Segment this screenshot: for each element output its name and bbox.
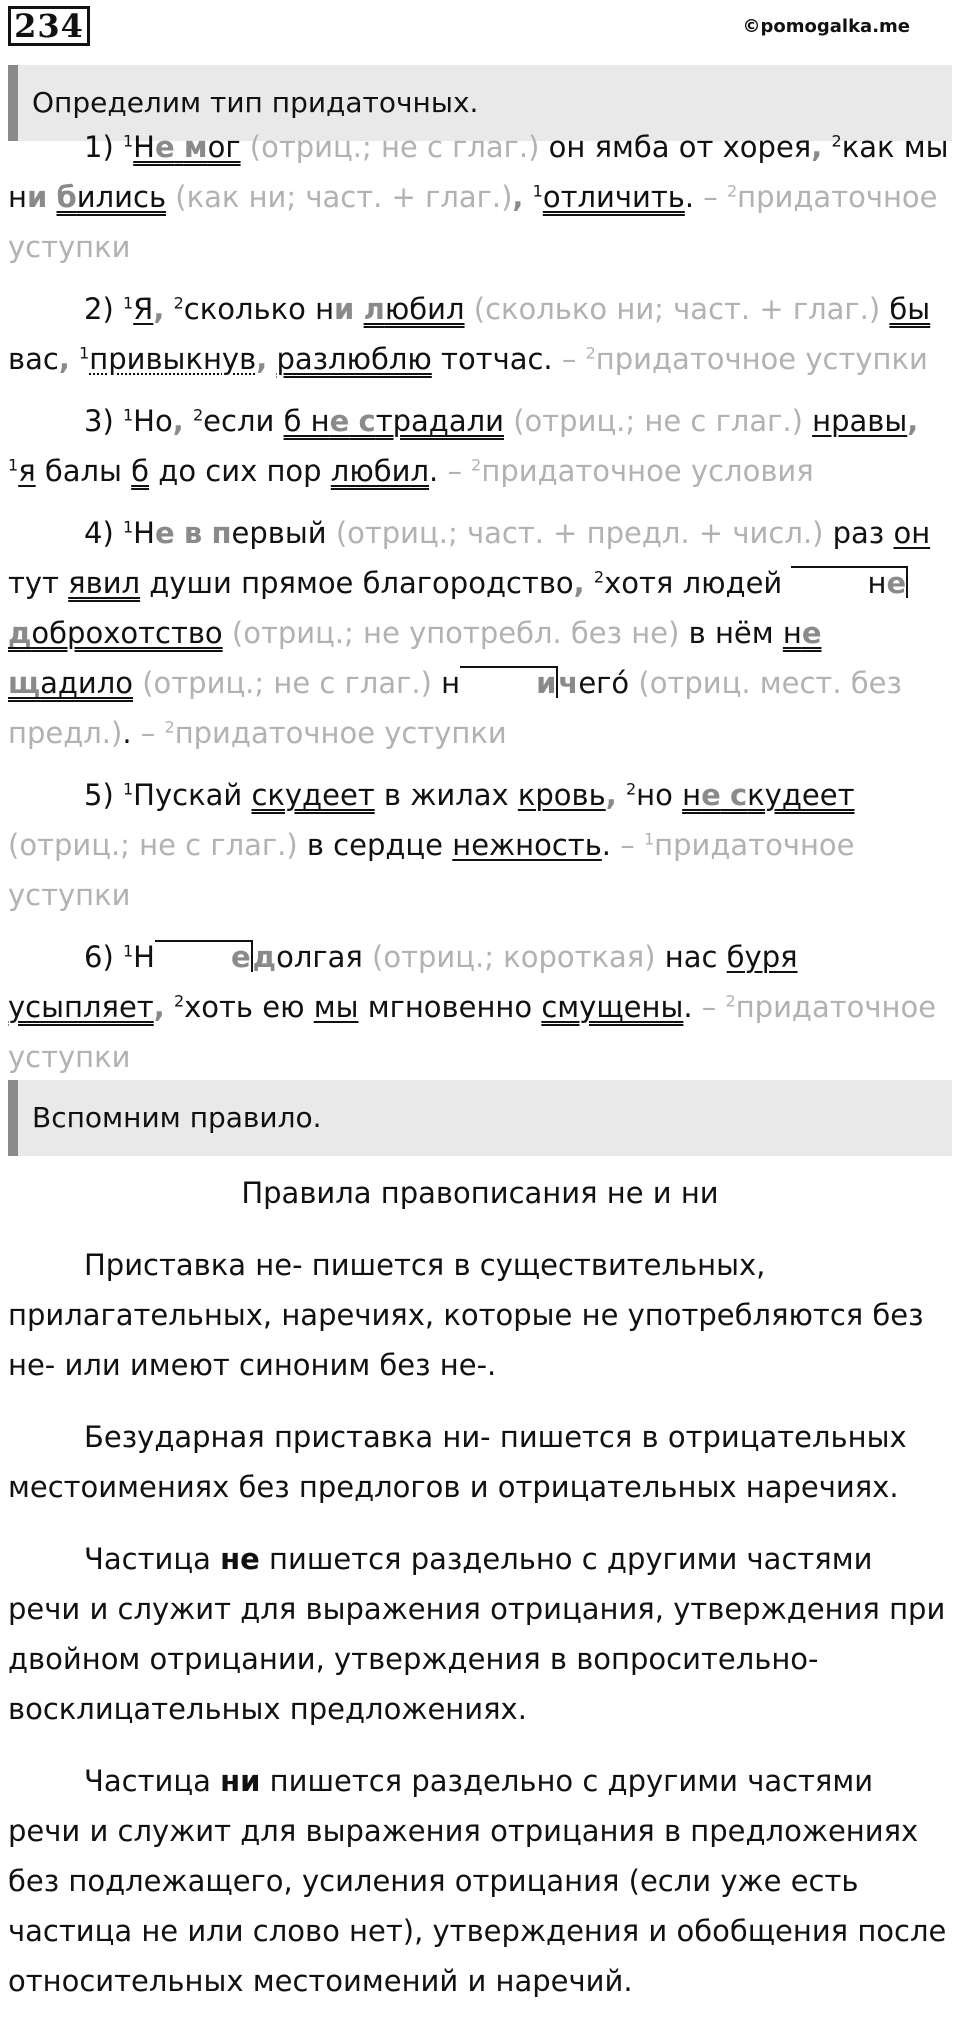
item-4: 4) $^1$Не в первый (отриц.; част. + предл. + числ.) раз он тут явил души прямое благородство, $^2$хотя людей недоброхотство (отриц.; не употребл. без не) в нём не щадило (отриц.; не с глаг.) н ичего́ (отриц. мест. без предл.). – $^2$придаточное уступки	[8, 516, 931, 750]
item-2: 2) $^1$Я, $^2$сколько ни любил (сколько ни; част. + глаг.) бы вас, $^1$привыкнув, разлюблю тотчас. – $^2$придаточное уступки	[8, 292, 931, 376]
rules-heading: Правила правописания не и ни	[241, 1176, 719, 1210]
analysis-items	[8, 122, 952, 1094]
rule-paragraph-4: Частица ни пишется раздельно с другими частями речи и служит для выражения отрицания в предложениях без подлежащего, усиления отрицания (если уже есть частица не или слово нет), утверждения и обобщения после относительных местоимений и наречий.	[8, 1764, 947, 1998]
section-banner-rule: Вспомним правило.	[8, 1080, 952, 1156]
item-1: 1) $^1$Не мог (отриц.; не с глаг.) он ямба от хорея, $^2$как мы ни бились (как ни; част. + глаг.), $^1$отличить. – $^2$придаточное уступки	[8, 130, 949, 264]
rule-paragraph-1: Приставка не- пишется в существительных, прилагательных, наречиях, которые не употребляются без не- или имеют синоним без не-.	[8, 1248, 924, 1382]
rule-paragraph-2: Безударная приставка ни- пишется в отрицательных местоимениях без предлогов и отрицательных наречиях.	[8, 1420, 907, 1504]
task-number: 234	[8, 6, 90, 46]
rule-paragraph-3: Частица не пишется раздельно с другими частями речи и служит для выражения отрицания, утверждения при двойном отрицании, утверждения в вопросительно-восклицательных предложениях.	[8, 1542, 946, 1726]
rules-block	[8, 1168, 952, 2028]
item-6: 6) $^1$Н едолгая (отриц.; короткая) нас буря усыпляет, $^2$хоть ею мы мгновенно смущены. – $^2$придаточное уступки	[8, 940, 937, 1074]
item-3: 3) $^1$Но, $^2$если б не страдали (отриц.; не с глаг.) нравы, $^1$я балы б до сих пор любил. – $^2$придаточное условия	[8, 404, 919, 488]
item-5: 5) $^1$Пускай скудеет в жилах кровь, $^2$но не скудеет (отриц.; не с глаг.) в сердце нежность. – $^1$придаточное уступки	[8, 778, 855, 912]
site-watermark: ©pomogalka.me	[742, 16, 910, 37]
section-banner-analysis: Определим тип придаточных.	[8, 65, 952, 141]
